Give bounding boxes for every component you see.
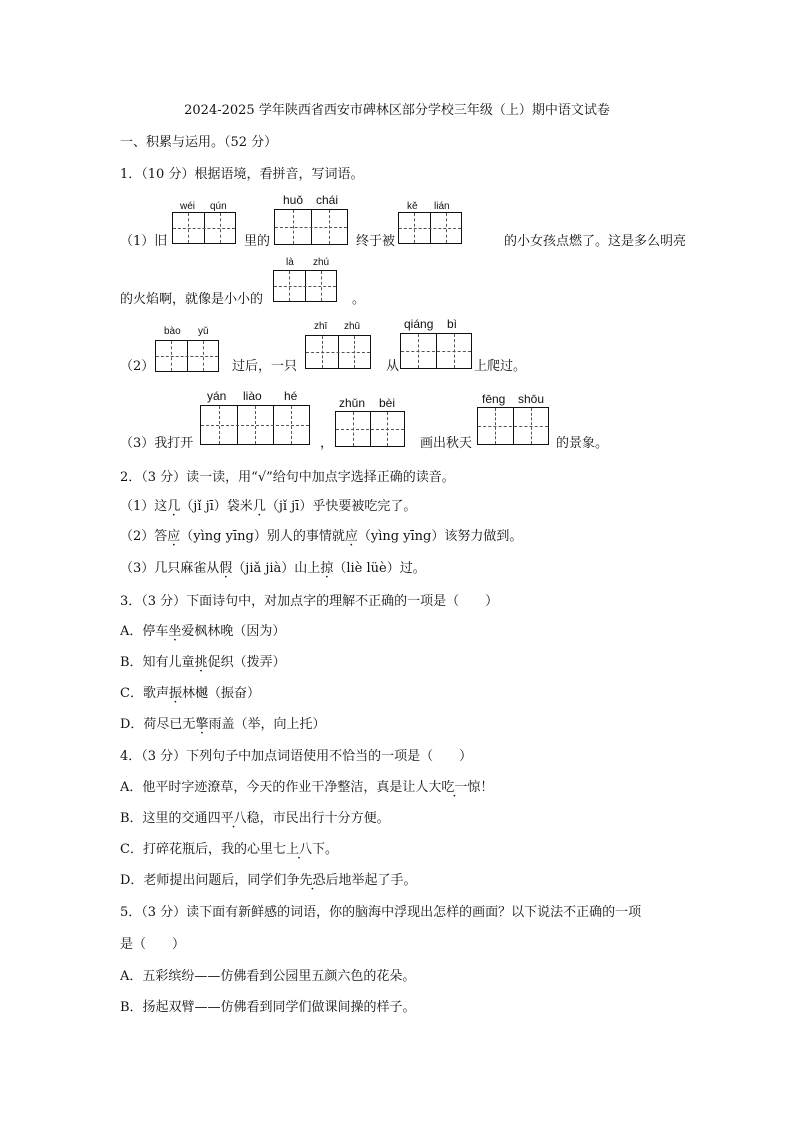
q4-b-post: ，市民出行十分方便。 (259, 811, 390, 826)
q4-c-pre: C．打碎花瓶后，我的心里 (120, 842, 273, 857)
q4-b-pre: B．这里的交通 (120, 811, 208, 826)
pinyin-yu: yǔ (198, 326, 209, 337)
q5-option-b: B．扬起双臂——仿佛看到同学们做课间操的样子。 (120, 1000, 416, 1015)
q3-a-dotted: 坐 (168, 624, 182, 639)
question-1-heading: 1．（10 分）根据语境，看拼音，写词语。 (120, 167, 364, 182)
q1-line2-text-a: 的火焰啊，就像是小小的 (120, 292, 264, 307)
q1-line3-text-d: 上爬过。 (474, 359, 527, 374)
q3-b-post: 促织（拨弄） (207, 655, 286, 670)
question-3-heading: 3．（3 分）下面诗句中，对加点字的理解不正确的一项是（ ） (120, 594, 499, 609)
q2-1-e: （jǐ jī）乎快要被吃完了。 (265, 499, 417, 514)
q2-2-a: （2）答 (120, 529, 168, 544)
q3-b-pre: B．知有儿童 (120, 655, 195, 670)
pinyin-zhu: zhú (313, 257, 330, 268)
q2-item-2 (120, 530, 522, 543)
answer-box-huochai[interactable] (274, 209, 348, 245)
answer-box-kelian[interactable] (398, 212, 462, 244)
q4-d-post: 地举起了手。 (338, 873, 417, 888)
q1-line4-text-d: 的景象。 (556, 436, 609, 451)
q2-1-c: （jǐ jī）袋米 (180, 499, 253, 514)
exam-title: 2024-2025 学年陕西省西安市碑林区部分学校三年级（上）期中语文试卷 (184, 103, 610, 118)
answer-box-fengshou[interactable] (477, 407, 549, 445)
pinyin-la: là (286, 257, 294, 268)
question-5-heading: 5．（3 分）读下面有新鲜感的词语，你的脑海中浮现出怎样的画面？以下说法不正确的一项 (120, 905, 642, 920)
q3-a-post: 爱枫林晚（因为） (181, 624, 286, 639)
answer-box-zhizhu[interactable] (305, 335, 371, 369)
q2-3-dotted-1: 假 (219, 561, 233, 576)
q2-1-a: （1）这 (120, 499, 168, 514)
q4-option-c (120, 843, 338, 856)
pinyin-shou: shōu (518, 392, 545, 406)
answer-box-weiqun[interactable] (172, 212, 236, 244)
q2-1-dotted-2: 几 (252, 499, 266, 514)
pinyin-chai: chái (316, 193, 339, 207)
question-4-heading: 4．（3 分）下列句子中加点词语使用不恰当的一项是（ ） (120, 749, 473, 764)
pinyin-bi: bì (447, 317, 458, 331)
q5-option-a: A．五彩缤纷——仿佛看到公园里五颜六色的花朵。 (120, 969, 416, 984)
pinyin-feng: fēng (482, 392, 506, 406)
q4-a-post: ！ (480, 780, 494, 795)
q1-line1-text-a: （1）旧 (120, 234, 168, 249)
q3-b-dotted: 挑 (194, 655, 208, 670)
q3-option-d (120, 718, 325, 731)
q2-2-dotted-1: 应 (167, 529, 181, 544)
q2-2-c: （yìng yīng）别人的事情就 (180, 529, 345, 544)
pinyin-bei: bèi (379, 396, 396, 410)
pinyin-qun: qún (210, 201, 227, 212)
q4-option-d (120, 874, 416, 887)
q1-line1-text-d: 的小女孩点燃了。这是多么明亮 (504, 234, 687, 249)
answer-box-qiangbi[interactable] (400, 333, 472, 369)
pinyin-he: hé (284, 389, 298, 403)
q2-item-1 (120, 500, 416, 513)
q4-c-dotted: 七上八下 (272, 842, 325, 857)
pinyin-qiang: qiáng (404, 317, 434, 331)
pinyin-ke: kě (407, 201, 418, 212)
q4-option-b (120, 812, 390, 825)
pinyin-zhi: zhī (314, 321, 328, 332)
q1-line3-text-a: （2） (120, 359, 155, 374)
q3-option-a (120, 625, 285, 638)
q2-2-e: （yìng yīng）该努力做到。 (357, 529, 523, 544)
q2-1-dotted-1: 几 (167, 499, 181, 514)
q4-a-dotted: 大吃一惊 (428, 780, 481, 795)
q4-b-dotted: 四平八稳 (207, 811, 260, 826)
answer-box-baoyu[interactable] (155, 340, 219, 372)
question-2-heading: 2．（3 分）读一读，用“√”给句中加点字选择正确的读音。 (120, 470, 455, 485)
pinyin-lian: lián (434, 201, 450, 212)
q2-item-3 (120, 562, 426, 575)
q3-c-pre: C．歌声 (120, 686, 169, 701)
answer-box-yanliaohe[interactable] (200, 405, 310, 445)
q3-option-b (120, 656, 286, 669)
q2-3-c: （jiǎ jià）山上 (232, 561, 321, 576)
pinyin-zhun: zhǔn (339, 396, 366, 410)
q4-a-pre: A．他平时字迹潦草，今天的作业干净整洁，真是让人 (120, 780, 429, 795)
q1-line4-text-a: （3）我打开 (120, 436, 194, 451)
pinyin-huo: huǒ (283, 193, 304, 207)
q3-d-pre: D．荷尽已无 (120, 717, 196, 732)
q3-option-c (120, 687, 260, 700)
q1-line2-text-b: 。 (352, 292, 366, 307)
section-heading: 一、积累与运用。（52 分） (120, 135, 278, 150)
q3-d-post: 雨盖（举，向上托） (208, 717, 326, 732)
pinyin-wei: wéi (180, 201, 196, 212)
pinyin-bao: bào (164, 326, 181, 337)
answer-box-zhunbei[interactable] (335, 411, 405, 447)
q4-d-pre: D．老师提出问题后，同学们 (120, 873, 287, 888)
q4-d-dotted: 争先恐后 (286, 873, 339, 888)
q1-line3-text-b: 过后，一只 (232, 359, 298, 374)
pinyin-liao: liào (243, 389, 262, 403)
q2-3-dotted-2: 掠 (320, 561, 334, 576)
answer-box-lazhu[interactable] (273, 270, 337, 302)
q3-d-dotted: 擎 (195, 717, 209, 732)
q3-a-pre: A．停车 (120, 624, 169, 639)
q1-line1-text-b: 里的 (244, 234, 271, 249)
pinyin-zhu2: zhū (344, 321, 361, 332)
q3-c-dotted: 振 (168, 686, 182, 701)
q1-line4-text-c: 画出秋天 (420, 436, 473, 451)
q1-line3-text-c: 从 (386, 359, 400, 374)
question-5-heading-cont: 是（ ） (120, 937, 186, 952)
q4-c-post: 。 (324, 842, 338, 857)
q2-3-e: （liè lüè）过。 (333, 561, 426, 576)
q4-option-a (120, 781, 493, 794)
pinyin-yan: yán (207, 389, 227, 403)
q1-line1-text-c: 终于被 (356, 234, 396, 249)
q3-c-post: 林樾（振奋） (181, 686, 260, 701)
q2-2-dotted-2: 应 (344, 529, 358, 544)
q1-line4-text-b: ， (320, 436, 334, 451)
q2-3-a: （3）几只麻雀从 (120, 561, 220, 576)
